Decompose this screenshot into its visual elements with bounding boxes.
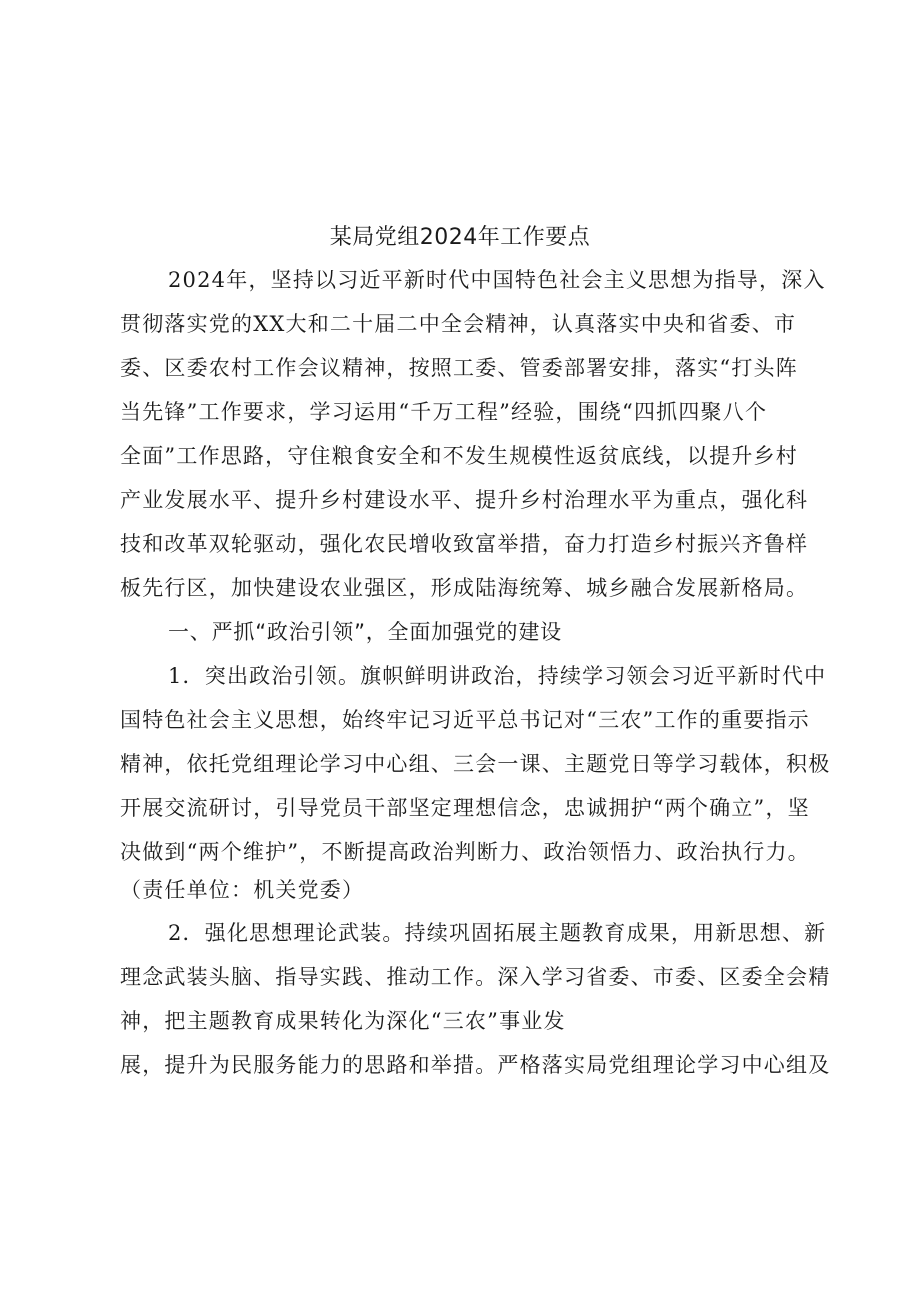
section-heading: 一、严抓“政治引领”，全面加强党的建设 bbox=[168, 620, 562, 644]
paragraph-line: 2．强化思想理论武装。持续巩固拓展主题教育成果，用新思想、新 bbox=[168, 921, 827, 945]
paragraph-line: 神，把主题教育成果转化为深化“三农”事业发 bbox=[120, 1009, 566, 1033]
paragraph-line: 展，提升为民服务能力的思路和举措。严格落实局党组理论学习中心组及 bbox=[120, 1053, 831, 1077]
paragraph-line: 贯彻落实党的XX大和二十届二中全会精神，认真落实中央和省委、市 bbox=[120, 312, 797, 336]
paragraph-line: 1．突出政治引领。旗帜鲜明讲政治，持续学习领会习近平新时代中 bbox=[168, 664, 827, 688]
paragraph-line: 委、区委农村工作会议精神，按照工委、管委部署安排，落实“打头阵 bbox=[120, 356, 798, 380]
paragraph-line: 当先锋”工作要求，学习运用“千万工程”经验，围绕“四抓四聚八个 bbox=[120, 400, 768, 424]
paragraph-line: 产业发展水平、提升乡村建设水平、提升乡村治理水平为重点，强化科 bbox=[120, 488, 809, 512]
paragraph-line: 开展交流研讨，引导党员干部坚定理想信念，忠诚拥护“两个确立”，坚 bbox=[120, 796, 810, 820]
document-title: 某局党组2024年工作要点 bbox=[329, 225, 591, 250]
paragraph-line: 决做到“两个维护”，不断提高政治判断力、政治领悟力、政治执行力。 bbox=[120, 840, 810, 864]
paragraph-line: 板先行区，加快建设农业强区，形成陆海统筹、城乡融合发展新格局。 bbox=[120, 576, 809, 600]
paragraph-line: 理念武装头脑、指导实践、推动工作。深入学习省委、市委、区委全会精 bbox=[120, 965, 831, 989]
paragraph-line: 国特色社会主义思想，始终牢记习近平总书记对“三农”工作的重要指示 bbox=[120, 708, 810, 732]
paragraph-line: 技和改革双轮驱动，强化农民增收致富举措，奋力打造乡村振兴齐鲁样 bbox=[120, 532, 809, 556]
paragraph-line: 2024年，坚持以习近平新时代中国特色社会主义思想为指导，深入 bbox=[168, 268, 826, 292]
paragraph-line: （责任单位：机关党委） bbox=[120, 878, 365, 902]
paragraph-line: 全面”工作思路，守住粮食安全和不发生规模性返贫底线，以提升乡村 bbox=[120, 444, 798, 468]
paragraph-line: 精神，依托党组理论学习中心组、三会一课、主题党日等学习载体，积极 bbox=[120, 752, 831, 776]
